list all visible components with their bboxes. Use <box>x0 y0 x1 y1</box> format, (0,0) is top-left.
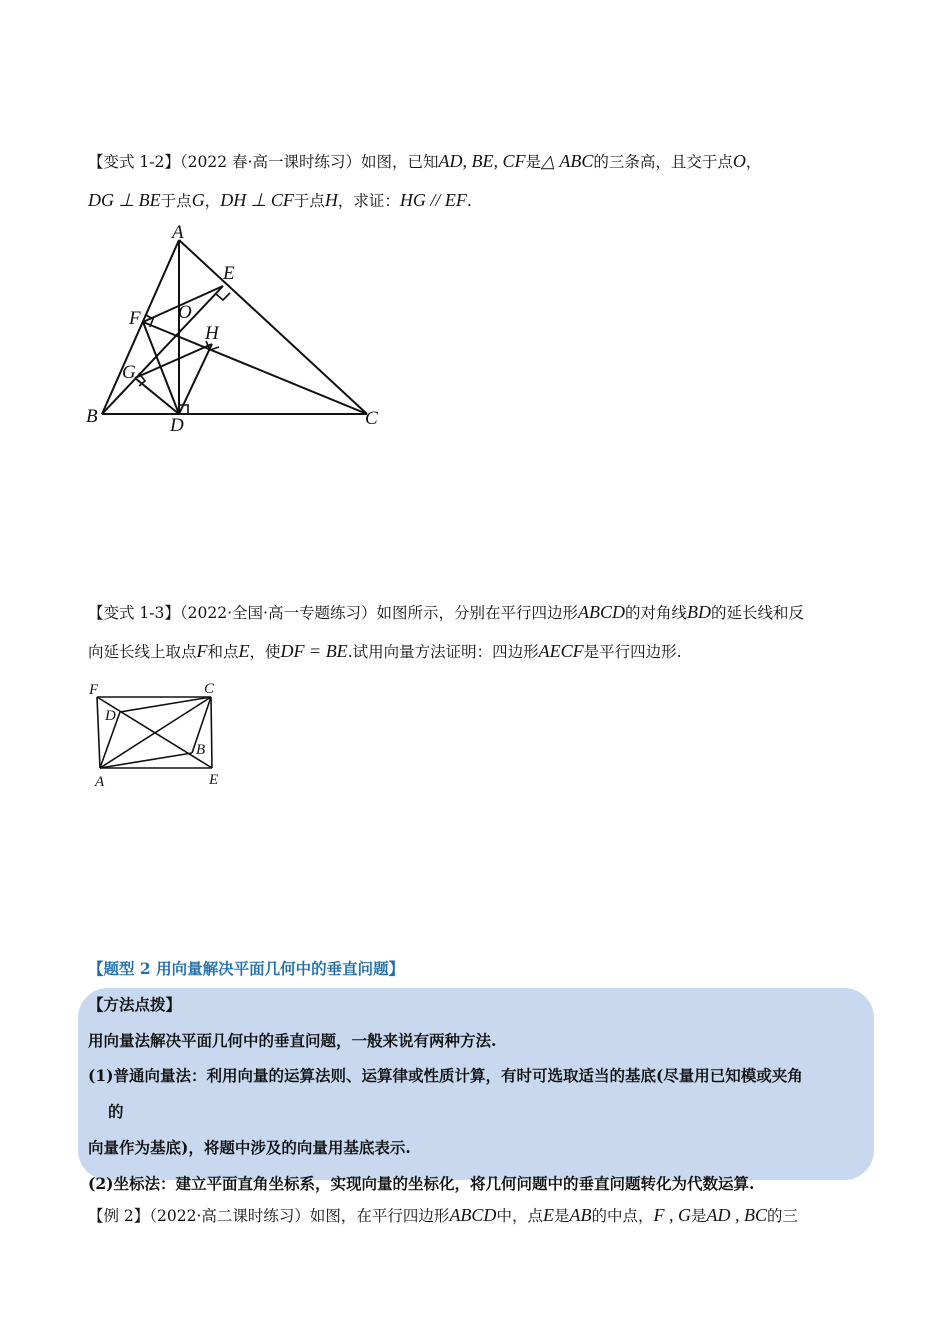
math-expr: AECF <box>538 641 584 661</box>
problem-text: 于点 <box>293 192 325 210</box>
math-expr: BD <box>686 602 711 622</box>
math-expr: DH ⊥ CF <box>220 190 294 210</box>
problem-text: 是 <box>525 153 541 171</box>
example-2-line-1 <box>88 1204 798 1226</box>
example-text: 是 <box>553 1207 570 1225</box>
math-expr: DG ⊥ BE <box>88 190 161 210</box>
point-label-h: H <box>205 323 219 344</box>
problem-text: 如图所示，分别在平行四边形 <box>376 604 578 622</box>
point-label-b: B <box>196 742 206 758</box>
example-source: （2022·高二课时练习） <box>149 1207 310 1225</box>
math-expr: F , G <box>653 1205 691 1225</box>
example-text: 的中点， <box>591 1207 654 1225</box>
method-line-2: (1)普通向量法：利用向量的运算法则、运算律或性质计算，有时可选取适当的基底(尽量用已知模或夹角 <box>88 1066 803 1085</box>
point-label-a: A <box>172 222 184 243</box>
example-text: 如图，在平行四边形 <box>309 1207 450 1225</box>
example-tag: 【例 2】 <box>88 1207 150 1225</box>
point-label-e: E <box>223 263 235 284</box>
point-label-f: F <box>89 682 99 698</box>
problem-text: 和点 <box>207 643 239 661</box>
example-text: 的三 <box>767 1207 799 1225</box>
math-expr: △ ABC <box>540 151 594 171</box>
point-label-e: E <box>209 772 219 788</box>
example-text: 中，点 <box>496 1207 543 1225</box>
method-line-3: 的 <box>108 1102 124 1121</box>
problem-1-2-line-2 <box>88 189 472 211</box>
math-expr: AD , BC <box>706 1205 767 1225</box>
problem-1-3-line-1 <box>88 601 804 623</box>
math-expr: E <box>542 1205 554 1225</box>
segment-gh <box>135 344 212 378</box>
problem-text: ，使 <box>249 643 281 661</box>
problem-text: 的三条高，且交于点 <box>593 153 733 171</box>
right-angle-mark-e <box>216 293 230 300</box>
triangle-altitudes-figure <box>80 218 400 438</box>
math-expr: AD, BE, CF <box>438 151 526 171</box>
math-expr: AB <box>569 1205 592 1225</box>
problem-1-3-line-2 <box>88 640 682 662</box>
math-expr: DF = BE <box>280 641 348 661</box>
segment-ce <box>211 697 212 768</box>
problem-text: 如图，已知 <box>360 153 439 171</box>
problem-text: ，求证： <box>337 192 400 210</box>
math-expr: F <box>196 641 208 661</box>
problem-text: 向延长线上取点 <box>88 643 197 661</box>
math-expr: H <box>324 190 338 210</box>
problem-1-2-line-1 <box>88 150 761 172</box>
point-label-d: D <box>170 415 184 436</box>
problem-source: （2022·全国·高一专题练习） <box>179 604 377 622</box>
segment-fa <box>97 697 100 768</box>
problem-text: 于点 <box>160 192 192 210</box>
segment-dh <box>179 344 212 414</box>
altitude-be <box>102 286 223 414</box>
point-label-d: D <box>105 708 116 724</box>
method-title: 【方法点拨】 <box>88 995 182 1014</box>
math-expr: G <box>191 190 205 210</box>
problem-source: （2022 春·高一课时练习） <box>179 153 361 171</box>
section-heading: 【题型 2 用向量解决平面几何中的垂直问题】 <box>88 959 405 978</box>
point-label-c: C <box>204 681 215 697</box>
math-expr: E <box>238 641 250 661</box>
parallelogram-figure <box>85 676 235 792</box>
problem-tag: 【变式 1-2】 <box>88 153 180 171</box>
segment-dc <box>120 697 211 712</box>
problem-text: .试用向量方法证明：四边形 <box>347 643 539 661</box>
point-label-c: C <box>365 408 378 429</box>
point-label-f: F <box>129 308 141 329</box>
segment-ba <box>100 753 192 768</box>
altitude-cf <box>143 322 367 414</box>
math-expr: O <box>732 151 746 171</box>
problem-text: ， <box>745 153 762 171</box>
math-expr: ABCD <box>577 602 625 622</box>
problem-text: . <box>466 192 472 210</box>
method-line-5: (2)坐标法：建立平面直角坐标系，实现向量的坐标化，将几何问题中的垂直问题转化为代数运算. <box>88 1174 755 1193</box>
math-expr: HG // EF <box>399 190 467 210</box>
method-line-1: 用向量法解决平面几何中的垂直问题，一般来说有两种方法. <box>88 1031 497 1050</box>
problem-tag: 【变式 1-3】 <box>88 604 180 622</box>
point-label-g: G <box>122 362 136 383</box>
point-label-o: O <box>178 302 192 323</box>
method-line-4: 向量作为基底)，将题中涉及的向量用基底表示. <box>88 1138 411 1157</box>
point-label-a: A <box>95 774 105 790</box>
math-expr: ABCD <box>449 1205 497 1225</box>
example-text: 是 <box>690 1207 707 1225</box>
problem-text: 是平行四边形. <box>583 643 682 661</box>
problem-text: 的对角线 <box>624 604 687 622</box>
point-label-b: B <box>86 406 98 427</box>
problem-text: ， <box>204 192 221 210</box>
problem-text: 的延长线和反 <box>710 604 804 622</box>
